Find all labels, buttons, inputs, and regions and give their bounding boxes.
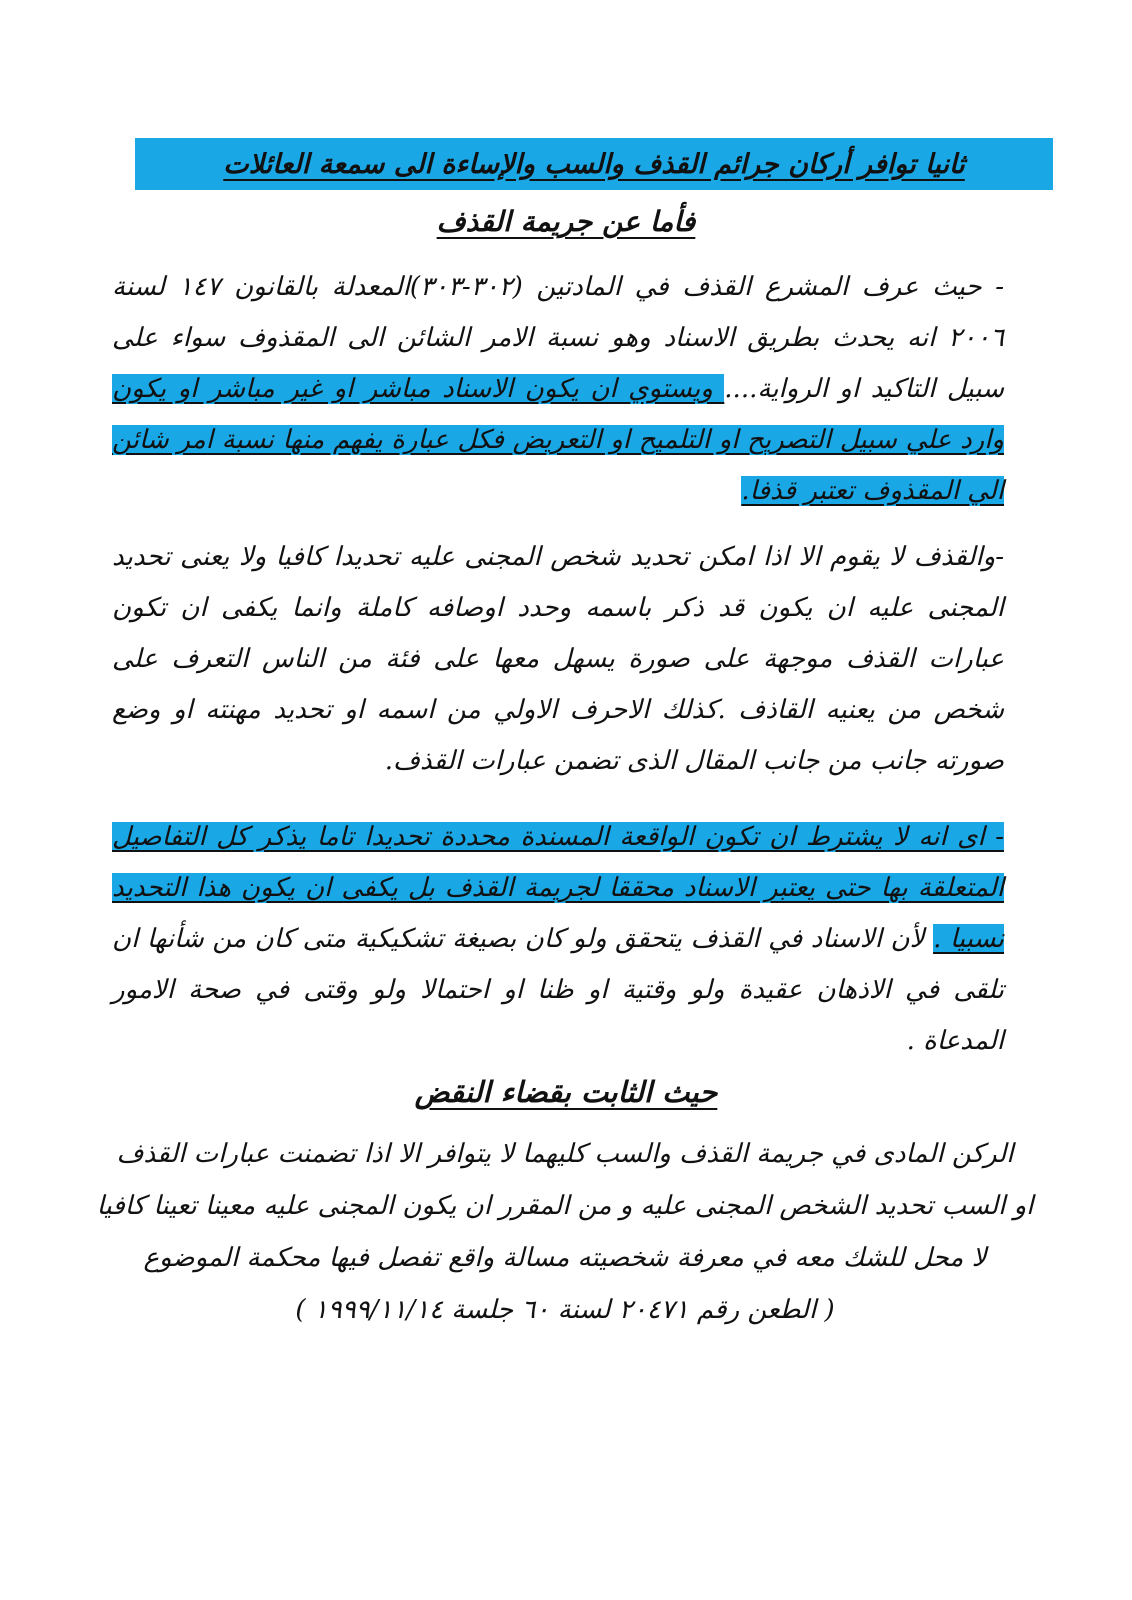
title-banner bbox=[135, 138, 1053, 190]
paragraph-specificity bbox=[112, 812, 1004, 1067]
ruling-line: او السب تحديد الشخص المجنى عليه و من المقرر ان يكون المجنى عليه معينا تعينا كافيا bbox=[96, 1191, 1034, 1221]
ruling-citation: ( الطعن رقم ٢٠٤٧١ لسنة ٦٠ جلسة ١٩٩٩/١١/١٤ ) bbox=[295, 1295, 835, 1325]
cassation-ruling bbox=[60, 1128, 1070, 1336]
ruling-line: الركن المادى في جريمة القذف والسب كليهما لا يتوافر الا اذا تضمنت عبارات القذف bbox=[116, 1139, 1014, 1169]
highlighted-specificity-text: - اى انه لا يشترط ان تكون الواقعة المسندة محددة تحديدا تاما يذكر كل التفاصيل المتعلقة بها حتى يعتبر الاسناد محققا لجريمة القذف بل يكفى ان يكون هذا التحديد نسبيا . bbox=[112, 822, 1004, 954]
section-heading-defamation: فأما عن جريمة القذف bbox=[436, 205, 696, 238]
highlighted-definition-text: ويستوي ان يكون الاسناد مباشر او غير مباشر او يكون وارد علي سبيل التصريح او التلميح او التعريض فكل عبارة يفهم منها نسبة امر شائن الي المقذوف تعتبر قذفا. bbox=[112, 374, 1004, 506]
section-heading-cassation: حيث الثابت بقضاء النقض bbox=[414, 1075, 718, 1109]
paragraph-identification-text: -والقذف لا يقوم الا اذا امكن تحديد شخص المجنى عليه تحديدا كافيا ولا يعنى تحديد المجنى عليه ان يكون قد ذكر باسمه وحدد اوصافه كاملة وانما يكفى ان تكون عبارات القذف موجهة على صورة يسهل معها على فئة من الناس التعرف على شخص من يعنيه القاذف .كذلك الاحرف الاولي من اسمه او تحديد مهنته او وضع صورته جانب من جانب المقال الذى تضمن عبارات القذف. bbox=[112, 542, 1004, 776]
document-title: ثانيا توافر أركان جرائم القذف والسب والإساءة الى سمعة العائلات bbox=[223, 148, 965, 180]
ruling-line: لا محل للشك معه في معرفة شخصيته مسالة واقع تفصل فيها محكمة الموضوع bbox=[143, 1243, 987, 1273]
paragraph-definition-text: - حيث عرف المشرع القذف في المادتين (٣٠٢-٣٠٣)المعدلة بالقانون ١٤٧ لسنة ٢٠٠٦ انه يحدث بطريق الاسناد وهو نسبة الامر الشائن الى المقذوف سواء على سبيل التاكيد او الرواية.... bbox=[112, 272, 1005, 404]
paragraph-definition bbox=[112, 262, 1004, 517]
paragraph-specificity-text: لأن الاسناد في القذف يتحقق ولو كان بصيغة تشكيكية متى كان من شأنها ان تلقى في الاذهان عقيدة ولو وقتية او ظنا او احتمالا ولو وقتى في صحة الامور المدعاة . bbox=[112, 924, 1004, 1056]
paragraph-identification bbox=[112, 532, 1004, 787]
